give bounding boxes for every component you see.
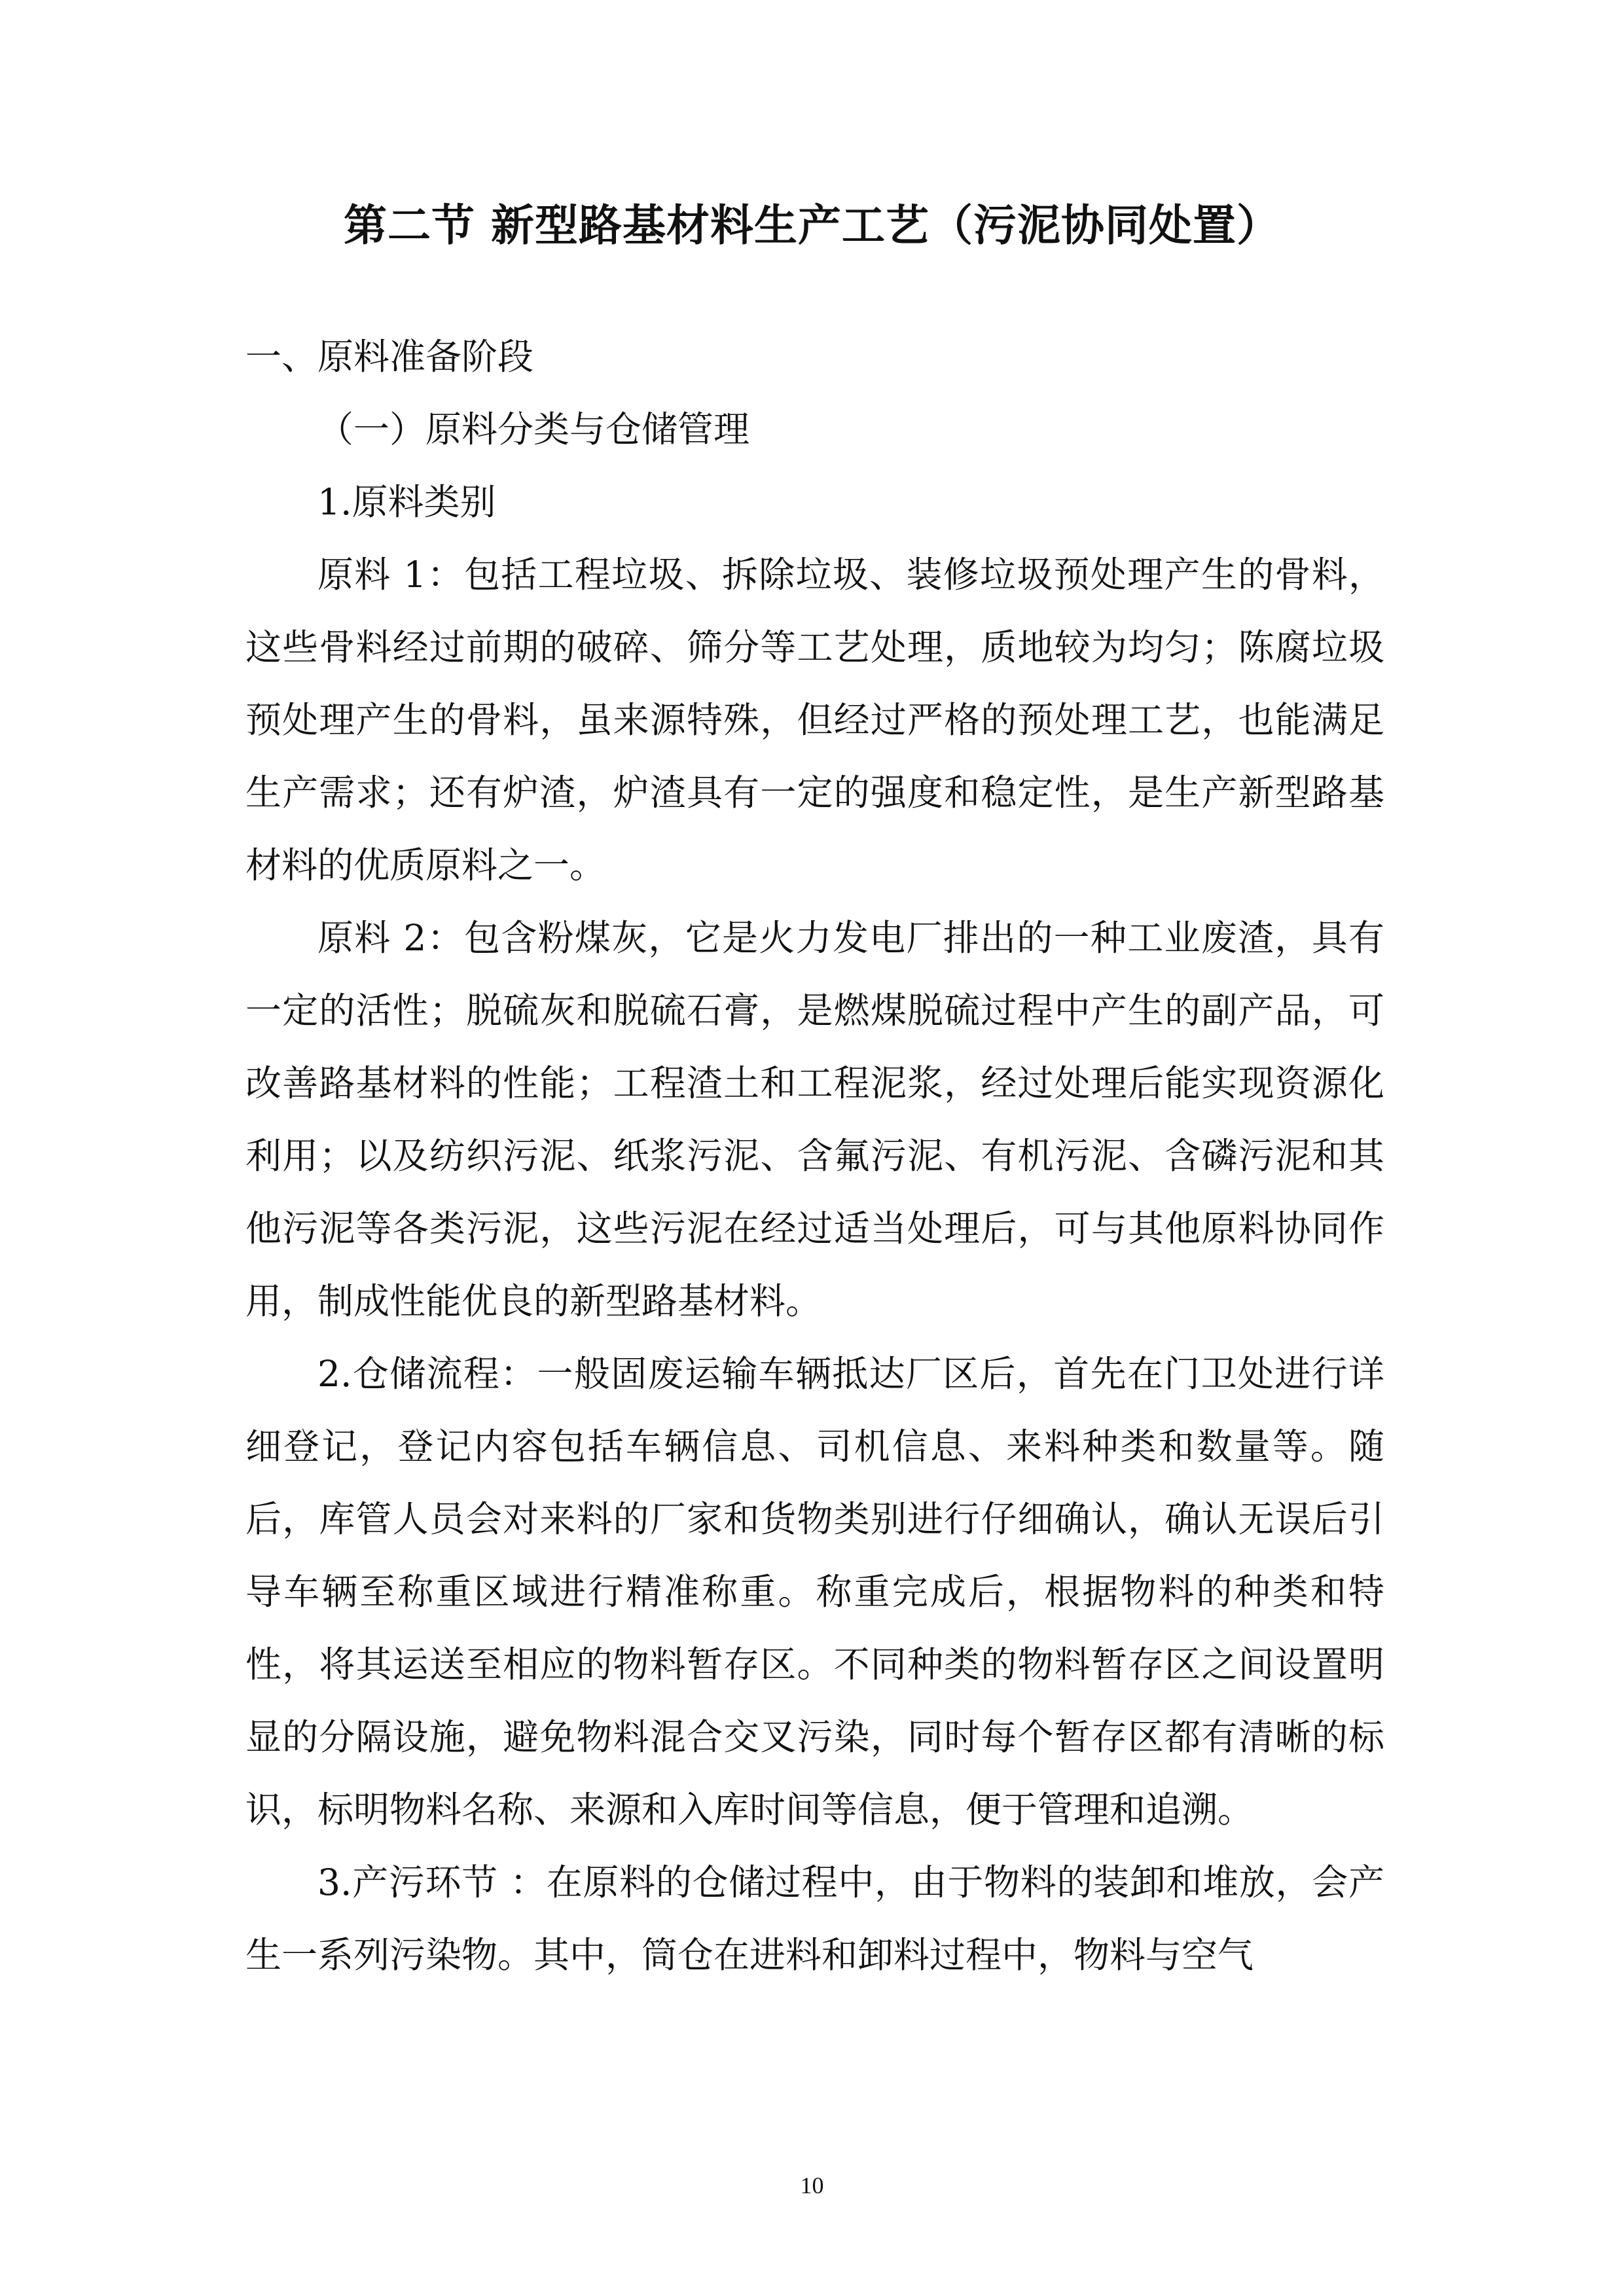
page-title: 第二节 新型路基材料生产工艺（污泥协同处置） [344, 200, 1280, 251]
paragraph-storage-process: 2.仓储流程：一般固废运输车辆抵达厂区后，首先在门卫处进行详细登记，登记内容包括车辆信息、司机信息、来料种类和数量等。随后，库管人员会对来料的厂家和货物类别进行仔细确认，确认无误后引导车辆至称重区域进行精准称重。称重完成后，根据物料的种类和特性，将其运送至相应的物料暂存区。不同种类的物料暂存区之间设置明显的分隔设施，避免物料混合交叉污染，同时每个暂存区都有清晰的标识，标明物料名称、来源和入库时间等信息，便于管理和追溯。 [245, 1353, 1384, 1831]
item-heading: 1.原料类别 [317, 481, 496, 523]
paragraph-raw-material-1: 原料 1：包括工程垃圾、拆除垃圾、装修垃圾预处理产生的骨料，这些骨料经过前期的破碎、筛分等工艺处理，质地较为均匀；陈腐垃圾预处理产生的骨料，虽来源特殊，但经过严格的预处理工艺，也能满足生产需求；还有炉渣，炉渣具有一定的强度和稳定性，是生产新型路基材料的优质原料之一。 [245, 554, 1384, 886]
section-heading: 一、原料准备阶段 [245, 336, 534, 378]
paragraph-raw-material-2: 原料 2：包含粉煤灰，它是火力发电厂排出的一种工业废渣，具有一定的活性；脱硫灰和脱硫石膏，是燃煤脱硫过程中产生的副产品，可改善路基材料的性能；工程渣土和工程泥浆，经过处理后能实现资源化利用；以及纺织污泥、纸浆污泥、含氟污泥、有机污泥、含磷污泥和其他污泥等各类污泥，这些污泥在经过适当处理后，可与其他原料协同作用，制成性能优良的新型路基材料。 [245, 917, 1384, 1322]
paragraph-pollution-points: 3.产污环节 ：在原料的仓储过程中，由于物料的装卸和堆放，会产生一系列污染物。其中，筒仓在进料和卸料过程中，物料与空气 [245, 1861, 1384, 1976]
page-number: 10 [800, 2172, 824, 2198]
subsection-heading: （一）原料分类与仓储管理 [317, 408, 750, 450]
document-body [245, 321, 1384, 1992]
